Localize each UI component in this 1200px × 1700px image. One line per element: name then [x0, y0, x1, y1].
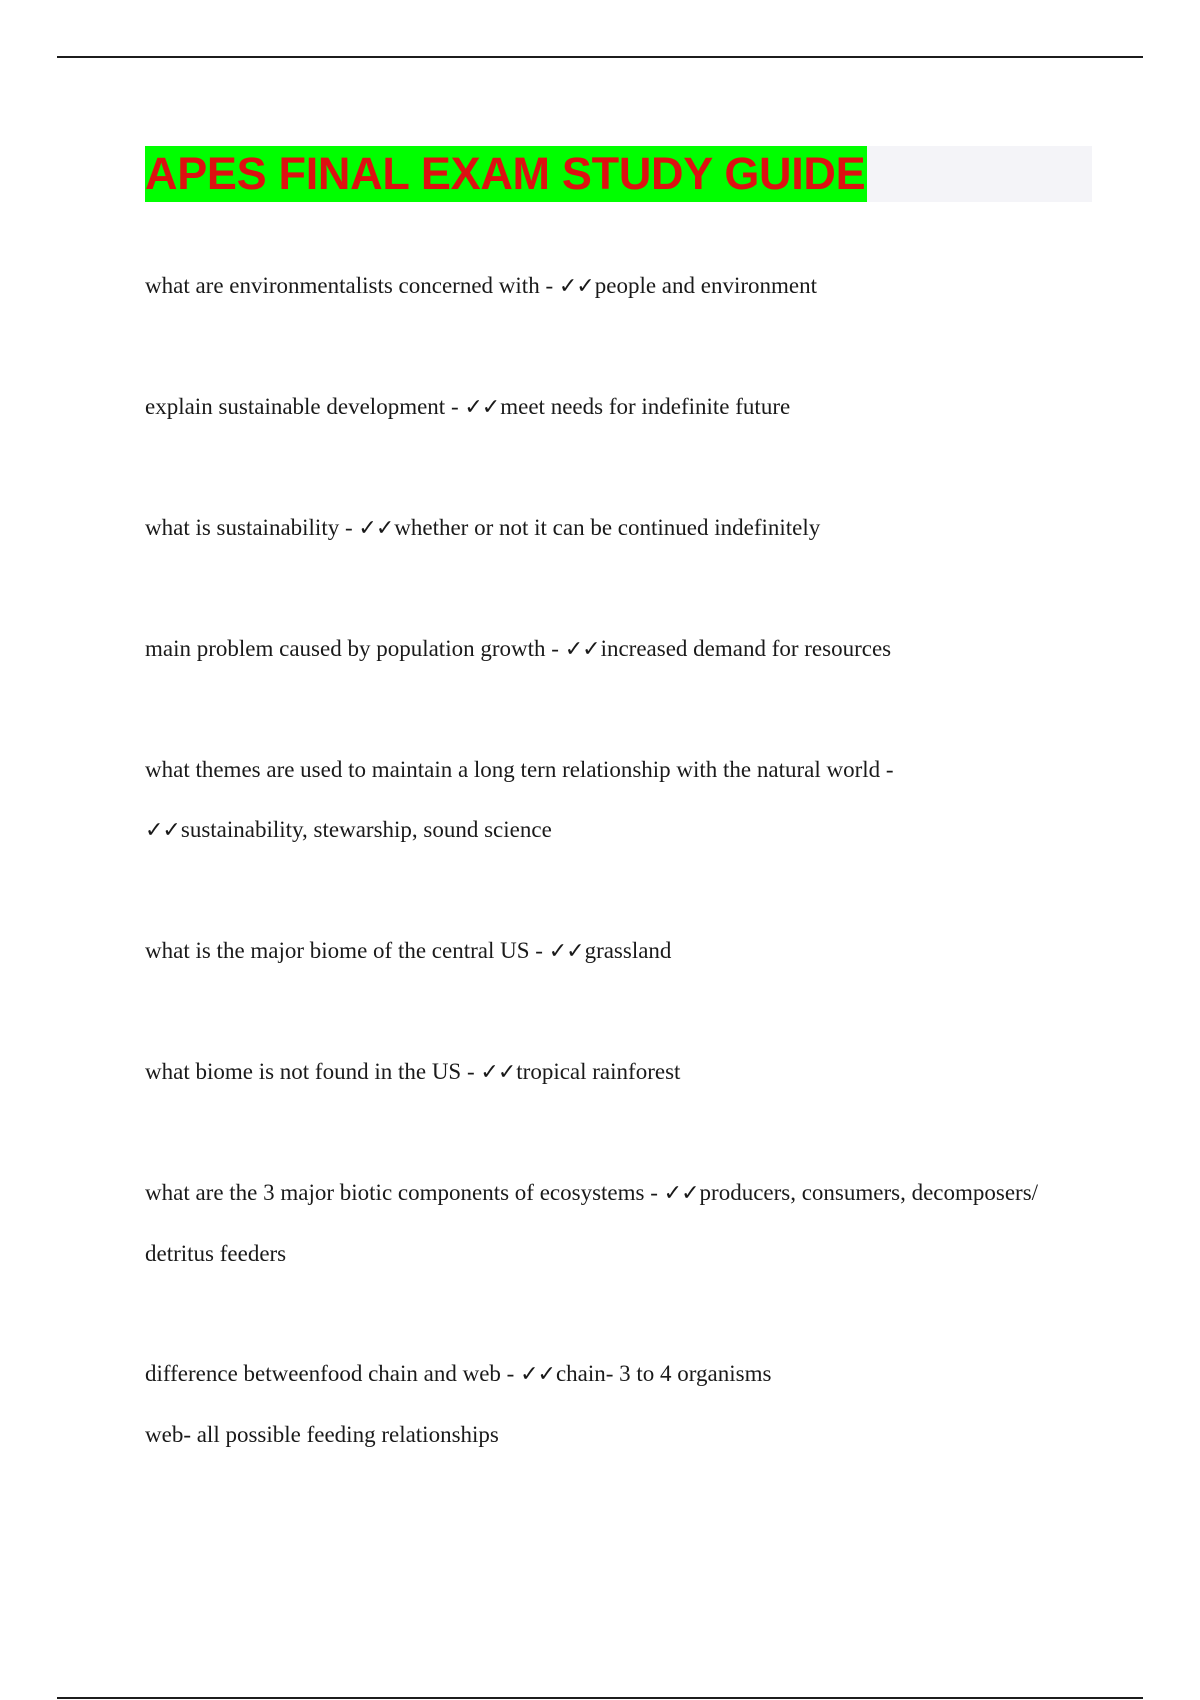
separator: -	[500, 1361, 521, 1386]
answer-text: sustainability, stewarship, sound science	[180, 817, 552, 842]
question-text: what biome is not found in the US	[145, 1059, 462, 1084]
separator: -	[339, 515, 359, 540]
qa-item	[145, 256, 1095, 317]
answer-text-line-2: web- all possible feeding relationships	[145, 1422, 499, 1447]
double-check-icon: ✓✓	[558, 274, 594, 299]
double-check-icon: ✓✓	[520, 1362, 555, 1387]
separator: -	[644, 1180, 664, 1205]
separator: -	[539, 273, 559, 298]
double-check-icon: ✓✓	[548, 939, 584, 964]
qa-item	[145, 619, 1095, 680]
question-text: what are the 3 major biotic components of ecosystems	[145, 1180, 645, 1205]
answer-text: whether or not it can be continued indefinitely	[394, 515, 821, 540]
qa-item	[145, 377, 1095, 438]
double-check-icon: ✓✓	[480, 1060, 516, 1085]
question-text: what themes are used to maintain a long tern relationship with the natural world	[145, 757, 881, 782]
separator: -	[545, 636, 565, 661]
answer-text: tropical rainforest	[516, 1059, 681, 1084]
question-text: explain sustainable development	[145, 394, 446, 419]
double-check-icon: ✓✓	[564, 637, 600, 662]
answer-text: increased demand for resources	[600, 636, 892, 661]
question-text: difference betweenfood chain and web	[145, 1361, 501, 1386]
question-text: main problem caused by population growth	[145, 636, 546, 661]
page-title: APES FINAL EXAM STUDY GUIDE	[145, 146, 867, 202]
question-text: what is the major biome of the central US	[145, 938, 530, 963]
qa-item	[145, 921, 1095, 982]
answer-text: grassland	[584, 938, 672, 963]
qa-item	[145, 740, 1095, 861]
separator: -	[461, 1059, 481, 1084]
separator: -	[529, 938, 549, 963]
double-check-icon: ✓✓	[663, 1181, 699, 1206]
separator: -	[445, 394, 465, 419]
question-text: what are environmentalists concerned with	[145, 273, 540, 298]
qa-item	[145, 1344, 1095, 1465]
answer-text: chain- 3 to 4 organisms	[555, 1361, 772, 1386]
question-text: what is sustainability	[145, 515, 340, 540]
answer-text: people and environment	[594, 273, 818, 298]
double-check-icon: ✓✓	[145, 818, 180, 843]
qa-item	[145, 1163, 1095, 1284]
answer-text: meet needs for indefinite future	[500, 394, 791, 419]
bottom-rule	[57, 1697, 1143, 1699]
answer-text: producers, consumers, decomposers/ detritus feeders	[145, 1180, 1039, 1266]
top-rule	[57, 56, 1143, 58]
answer-line	[145, 800, 1095, 861]
double-check-icon: ✓✓	[358, 516, 394, 541]
double-check-icon: ✓✓	[464, 395, 500, 420]
qa-item	[145, 498, 1095, 559]
qa-list	[145, 256, 1095, 1465]
separator: -	[880, 757, 894, 782]
qa-item	[145, 1042, 1095, 1103]
